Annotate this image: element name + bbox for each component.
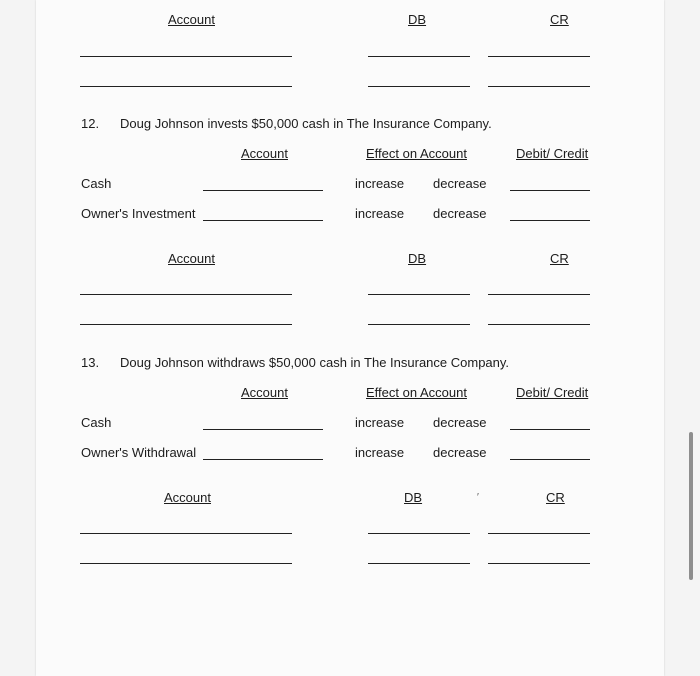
q12-row2-increase[interactable]: increase — [355, 206, 405, 221]
q12-journal-account-blank-1[interactable] — [80, 294, 292, 295]
q12-journal-col-db: DB — [408, 251, 427, 266]
q12-row2-blank[interactable] — [203, 220, 323, 221]
q13-row2-decrease[interactable]: decrease — [433, 445, 487, 460]
q13-row2-blank[interactable] — [203, 459, 323, 460]
q13-prompt: Doug Johnson withdraws $50,000 cash in The Insurance Company. — [120, 355, 510, 370]
q12-journal-cr-blank-2[interactable] — [488, 324, 590, 325]
top-col-account: Account — [168, 12, 215, 27]
q13-row2-debit-credit-blank[interactable] — [510, 459, 590, 460]
q13-journal-db-blank-2[interactable] — [368, 563, 470, 564]
q12-row1-blank[interactable] — [203, 190, 323, 191]
q13-journal-col-db: DB — [404, 490, 423, 505]
q13-row2-increase[interactable]: increase — [355, 445, 405, 460]
q13-col-account: Account — [241, 385, 288, 400]
top-cr-blank-1[interactable] — [488, 56, 590, 57]
top-col-cr: CR — [550, 12, 569, 27]
q13-col-effect: Effect on Account — [366, 385, 467, 400]
top-db-blank-2[interactable] — [368, 86, 470, 87]
q12-row1-account: Cash — [81, 176, 112, 191]
q12-journal-cr-blank-1[interactable] — [488, 294, 590, 295]
q12-col-debit-credit: Debit/ Credit — [516, 146, 589, 161]
q13-row1-increase[interactable]: increase — [355, 415, 405, 430]
q12-prompt: Doug Johnson invests $50,000 cash in The Insurance Company. — [120, 116, 492, 131]
stray-pen-mark: ′ — [477, 492, 479, 503]
q13-journal-cr-blank-2[interactable] — [488, 563, 590, 564]
q12-row2-debit-credit-blank[interactable] — [510, 220, 590, 221]
q12-journal-col-cr: CR — [550, 251, 569, 266]
vertical-scrollbar[interactable] — [689, 432, 693, 580]
q12-col-account: Account — [241, 146, 288, 161]
q12-journal-db-blank-1[interactable] — [368, 294, 470, 295]
q13-number: 13. — [81, 355, 100, 370]
q13-row1-decrease[interactable]: decrease — [433, 415, 487, 430]
q13-journal-col-cr: CR — [546, 490, 565, 505]
q12-journal-account-blank-2[interactable] — [80, 324, 292, 325]
q13-journal-cr-blank-1[interactable] — [488, 533, 590, 534]
q13-journal-account-blank-2[interactable] — [80, 563, 292, 564]
top-account-blank-2[interactable] — [80, 86, 292, 87]
top-cr-blank-2[interactable] — [488, 86, 590, 87]
q12-number: 12. — [81, 116, 100, 131]
q12-row1-decrease[interactable]: decrease — [433, 176, 487, 191]
worksheet-page — [36, 0, 664, 676]
top-db-blank-1[interactable] — [368, 56, 470, 57]
q13-row1-account: Cash — [81, 415, 112, 430]
q12-row1-increase[interactable]: increase — [355, 176, 405, 191]
q13-col-debit-credit: Debit/ Credit — [516, 385, 589, 400]
q12-col-effect: Effect on Account — [366, 146, 467, 161]
q13-journal-db-blank-1[interactable] — [368, 533, 470, 534]
q12-journal-db-blank-2[interactable] — [368, 324, 470, 325]
top-account-blank-1[interactable] — [80, 56, 292, 57]
q13-journal-account-blank-1[interactable] — [80, 533, 292, 534]
q13-row1-blank[interactable] — [203, 429, 323, 430]
q12-row2-decrease[interactable]: decrease — [433, 206, 487, 221]
top-col-db: DB — [408, 12, 427, 27]
q12-journal-col-account: Account — [168, 251, 215, 266]
q12-row2-account: Owner's Investment — [81, 206, 196, 221]
q13-journal-col-account: Account — [164, 490, 211, 505]
q13-row1-debit-credit-blank[interactable] — [510, 429, 590, 430]
q12-row1-debit-credit-blank[interactable] — [510, 190, 590, 191]
q13-row2-account: Owner's Withdrawal — [81, 445, 197, 460]
